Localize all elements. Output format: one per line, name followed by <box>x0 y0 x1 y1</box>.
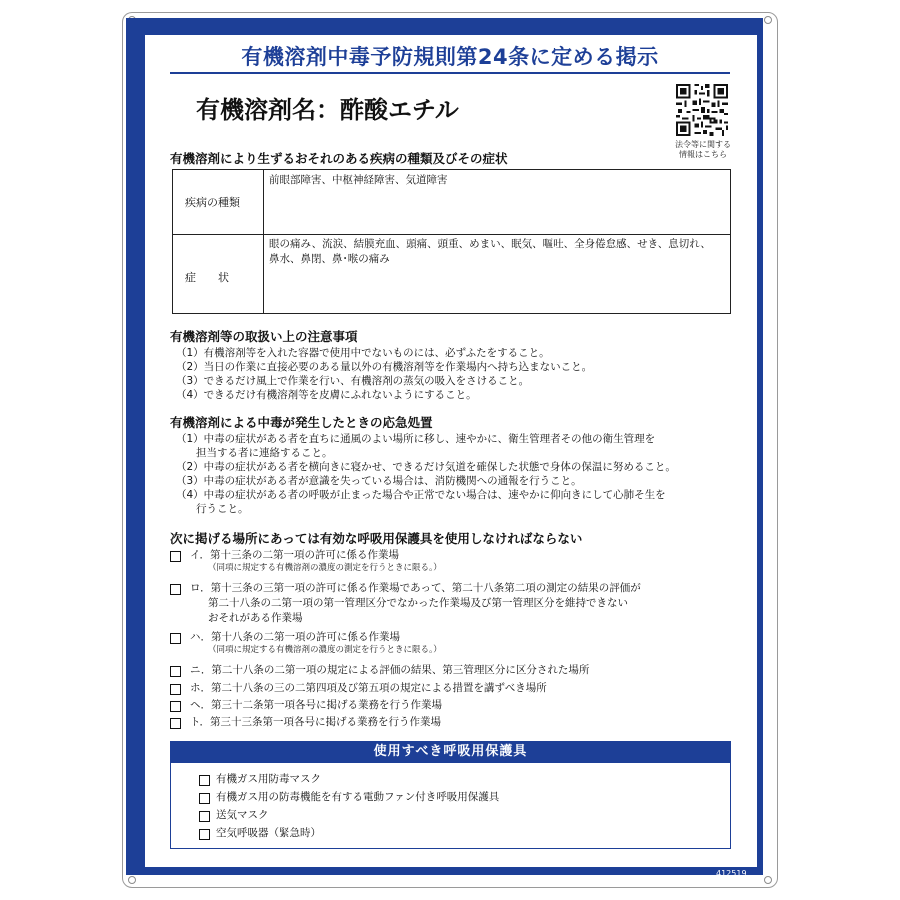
page-title: 有機溶剤中毒予防規則第24条に定める掲示 <box>241 45 659 69</box>
equipment-checkbox[interactable] <box>199 811 210 822</box>
mounting-hole-bottom-left <box>128 876 136 884</box>
table-divider <box>263 170 264 313</box>
equipment-item: 送気マスク <box>216 809 269 821</box>
place-item: ト．第三十三条第一項各号に掲げる業務を行う作業場 <box>190 716 442 728</box>
table-divider <box>173 234 730 235</box>
emergency-line: 行うこと。 <box>196 503 249 515</box>
place-item: 第二十八条の二第一項の第一管理区分でなかった作業場及び第一管理区分を維持できない <box>208 597 628 609</box>
diseases-heading: 有機溶剤により生ずるおそれのある疾病の種類及びその症状 <box>170 151 508 166</box>
emergency-heading: 有機溶剤による中毒が発生したときの応急処置 <box>170 415 433 430</box>
emergency-line: （4）中毒の症状がある者の呼吸が止まった場合や正常でない場合は、速やかに仰向きにして心肺そ生を <box>176 489 666 501</box>
emergency-line: （2）中毒の症状がある者を横向きに寝かせ、できるだけ気道を確保した状態で身体の保温に努めること。 <box>176 461 676 473</box>
handling-item: （4）できるだけ有機溶剤等を皮膚にふれないようにすること。 <box>176 389 477 401</box>
place-checkbox-to[interactable] <box>170 718 181 729</box>
symptom-line: 鼻水、鼻閉、鼻･喉の痛み <box>269 253 390 265</box>
equipment-item: 空気呼吸器（緊急時） <box>216 827 321 839</box>
disease-type-label: 疾病の種類 <box>185 196 240 209</box>
equipment-checkbox[interactable] <box>199 793 210 804</box>
place-checkbox-ha[interactable] <box>170 633 181 644</box>
equipment-item: 有機ガス用防毒マスク <box>216 773 321 785</box>
place-checkbox-ro[interactable] <box>170 584 181 595</box>
equipment-checkbox[interactable] <box>199 775 210 786</box>
title-underline <box>170 72 730 74</box>
qr-caption: 法令等に関する 情報はこちら <box>675 140 731 159</box>
emergency-line: 担当する者に連絡すること。 <box>196 447 333 459</box>
place-item: ニ．第二十八条の二第一項の規定による評価の結果、第三管理区分に区分された場所 <box>190 664 590 676</box>
handling-heading: 有機溶剤等の取扱い上の注意事項 <box>170 329 358 344</box>
place-checkbox-i[interactable] <box>170 551 181 562</box>
place-item-note: （同項に規定する有機溶剤の濃度の測定を行うときに限る。） <box>208 645 442 655</box>
mounting-hole-bottom-right <box>764 876 772 884</box>
respirator-places-heading: 次に掲げる場所にあっては有効な呼吸用保護具を使用しなければならない <box>170 531 583 546</box>
place-item: ホ．第二十八条の三の二第四項及び第五項の規定による措置を講ずべき場所 <box>190 682 547 694</box>
place-checkbox-he[interactable] <box>170 701 181 712</box>
place-item: ハ．第十八条の二第一項の許可に係る作業場 <box>190 631 400 643</box>
handling-item: （3）できるだけ風上で作業を行い、有機溶剤の蒸気の吸入をさけること。 <box>176 375 530 387</box>
equipment-checkbox[interactable] <box>199 829 210 840</box>
handling-item: （1）有機溶剤等を入れた容器で使用中でないものには、必ずふたをすること。 <box>176 347 550 359</box>
equipment-heading: 使用すべき呼吸用保護具 <box>170 741 731 763</box>
symptom-line: 眼の痛み、流涙、結膜充血、頭痛、頭重、めまい、眠気、嘔吐、全身倦怠感、せき、息切れ、 <box>269 238 711 250</box>
mounting-hole-top-right <box>764 16 772 24</box>
emergency-line: （3）中毒の症状がある者が意識を失っている場合は、消防機関への通報を行うこと。 <box>176 475 582 487</box>
place-checkbox-ni[interactable] <box>170 666 181 677</box>
symptom-label: 症 状 <box>185 271 229 284</box>
solvent-name: 有機溶剤名：酢酸エチル <box>196 96 459 124</box>
disease-type-value: 前眼部障害、中枢神経障害、気道障害 <box>269 174 448 186</box>
place-item: ヘ．第三十二条第一項各号に掲げる業務を行う作業場 <box>190 699 442 711</box>
emergency-line: （1）中毒の症状がある者を直ちに通風のよい場所に移し、速やかに、衛生管理者その他の衛生管理を <box>176 433 656 445</box>
place-checkbox-ho[interactable] <box>170 684 181 695</box>
qr-code-icon[interactable] <box>676 84 728 136</box>
disease-table <box>172 169 731 314</box>
place-item-note: （同項に規定する有機溶剤の濃度の測定を行うときに限る。） <box>208 563 442 573</box>
place-item: おそれがある作業場 <box>208 612 303 624</box>
product-code: 412519 <box>716 869 747 878</box>
equipment-item: 有機ガス用の防毒機能を有する電動ファン付き呼吸用保護具 <box>216 791 500 803</box>
place-item: ロ．第十三条の三第一項の許可に係る作業場であって、第二十八条第二項の測定の結果の評価が <box>190 582 641 594</box>
place-item: イ．第十三条の二第一項の許可に係る作業場 <box>190 549 400 561</box>
handling-item: （2）当日の作業に直接必要のある量以外の有機溶剤等を作業場内へ持ち込まないこと。 <box>176 361 593 373</box>
